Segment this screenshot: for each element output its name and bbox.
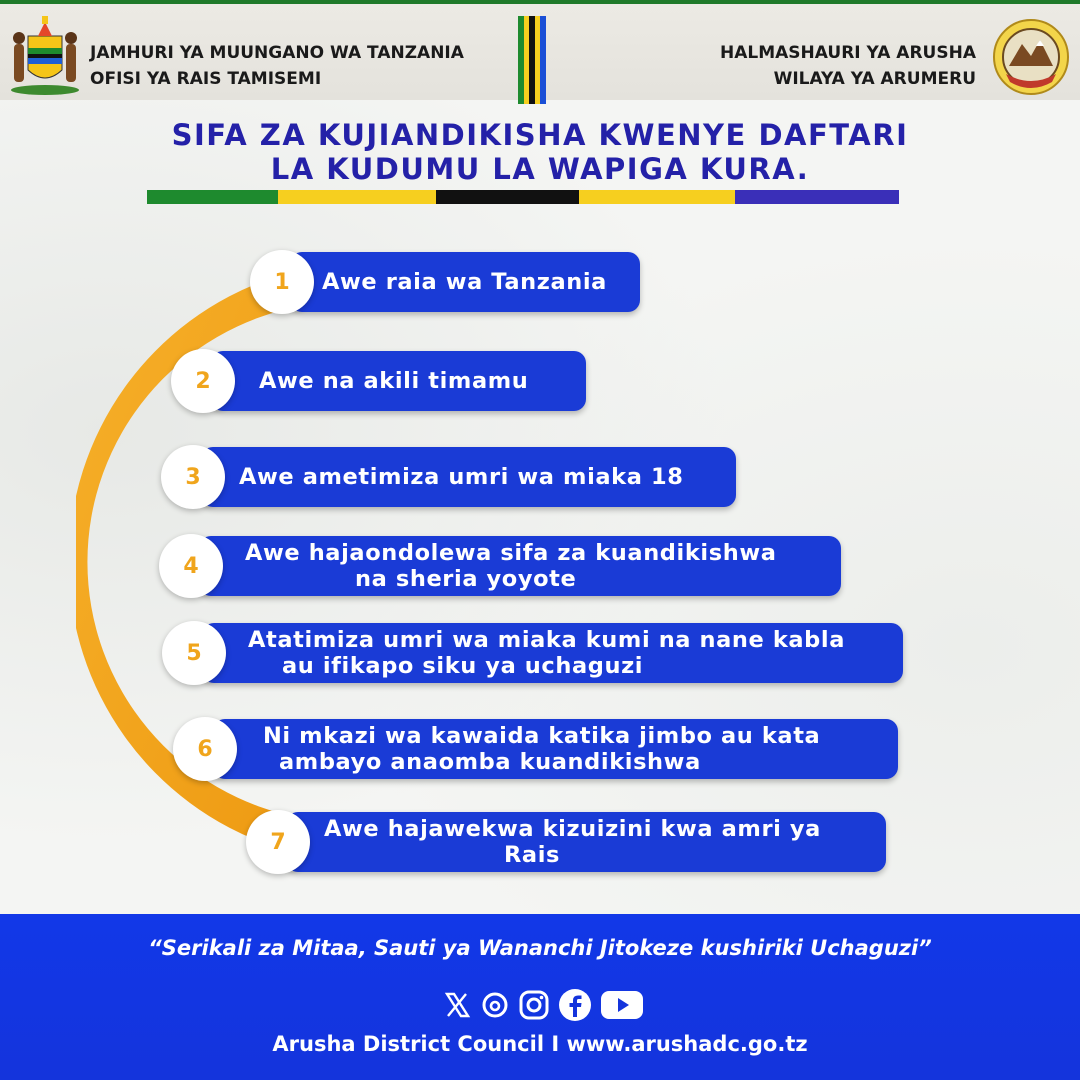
flag-color-bar bbox=[147, 190, 899, 204]
separator: I bbox=[551, 1032, 560, 1056]
requirement-number: 1 bbox=[250, 250, 314, 314]
requirement-text-line1: Awe hajaondolewa sifa za kuandikishwa bbox=[245, 540, 777, 566]
page-title bbox=[0, 118, 1080, 186]
instagram-icon[interactable] bbox=[518, 989, 550, 1025]
requirement-text-line1: Awe ametimiza umri wa miaka 18 bbox=[239, 464, 684, 490]
youtube-icon[interactable] bbox=[600, 989, 644, 1025]
x-icon[interactable] bbox=[442, 990, 472, 1024]
requirement-text bbox=[259, 351, 528, 411]
flag-stripe bbox=[518, 16, 546, 104]
requirement-pill bbox=[202, 623, 903, 683]
requirement-text bbox=[324, 812, 821, 872]
header-right-line2: WILAYA YA ARUMERU bbox=[773, 69, 976, 89]
requirement-pill bbox=[286, 812, 886, 872]
requirement-text-line1: Awe raia wa Tanzania bbox=[322, 269, 607, 295]
requirement-item bbox=[0, 536, 1080, 596]
requirement-number: 7 bbox=[246, 810, 310, 874]
arusha-district-council-seal-icon bbox=[992, 18, 1070, 96]
requirement-pill bbox=[199, 536, 841, 596]
requirement-text bbox=[248, 623, 845, 683]
title-line1: SIFA ZA KUJIANDIKISHA KWENYE DAFTARI bbox=[171, 118, 909, 152]
requirement-text-line2: ambayo anaomba kuandikishwa bbox=[279, 749, 701, 775]
requirement-pill bbox=[201, 447, 736, 507]
requirement-pill bbox=[290, 252, 640, 312]
header-banner bbox=[0, 4, 1080, 100]
requirement-number: 6 bbox=[173, 717, 237, 781]
requirement-number: 5 bbox=[162, 621, 226, 685]
threads-icon[interactable] bbox=[480, 990, 510, 1024]
organization-name: Arusha District Council bbox=[272, 1032, 545, 1056]
footer-banner bbox=[0, 914, 1080, 1080]
social-icons bbox=[442, 988, 644, 1026]
requirement-text bbox=[322, 252, 607, 312]
requirement-number: 2 bbox=[171, 349, 235, 413]
requirement-number: 3 bbox=[161, 445, 225, 509]
requirement-text-line2: au ifikapo siku ya uchaguzi bbox=[282, 653, 644, 679]
footer-contact bbox=[0, 1032, 1080, 1056]
requirement-item bbox=[0, 719, 1080, 779]
requirement-text-line2: na sheria yoyote bbox=[355, 566, 577, 592]
title-line2: LA KUDUMU LA WAPIGA KURA. bbox=[270, 152, 810, 186]
requirement-text-line2: Rais bbox=[504, 842, 561, 868]
requirement-pill bbox=[211, 351, 586, 411]
website-link[interactable]: www.arushadc.go.tz bbox=[566, 1032, 808, 1056]
requirement-text bbox=[239, 447, 683, 507]
requirement-item bbox=[0, 252, 1080, 312]
requirement-item bbox=[0, 812, 1080, 872]
header-left-line1: JAMHURI YA MUUNGANO WA TANZANIA bbox=[90, 43, 464, 63]
requirement-item bbox=[0, 623, 1080, 683]
requirement-item bbox=[0, 351, 1080, 411]
header-left-line2: OFISI YA RAIS TAMISEMI bbox=[90, 69, 322, 89]
requirement-text-line1: Awe na akili timamu bbox=[259, 368, 529, 394]
footer-slogan: “Serikali za Mitaa, Sauti ya Wananchi Jitokeze kushiriki Uchaguzi” bbox=[148, 936, 932, 960]
requirement-text-line1: Ni mkazi wa kawaida katika jimbo au kata bbox=[263, 723, 821, 749]
header-right-line1: HALMASHAURI YA ARUSHA bbox=[720, 43, 976, 63]
requirement-text bbox=[263, 719, 820, 779]
facebook-icon[interactable] bbox=[558, 988, 592, 1026]
requirement-text-line1: Awe hajawekwa kizuizini kwa amri ya bbox=[324, 816, 821, 842]
requirement-text-line1: Atatimiza umri wa miaka kumi na nane kabla bbox=[248, 627, 845, 653]
requirement-number: 4 bbox=[159, 534, 223, 598]
tanzania-coat-of-arms-icon bbox=[8, 14, 82, 96]
requirement-text bbox=[245, 536, 776, 596]
requirement-pill bbox=[213, 719, 898, 779]
requirement-item bbox=[0, 447, 1080, 507]
